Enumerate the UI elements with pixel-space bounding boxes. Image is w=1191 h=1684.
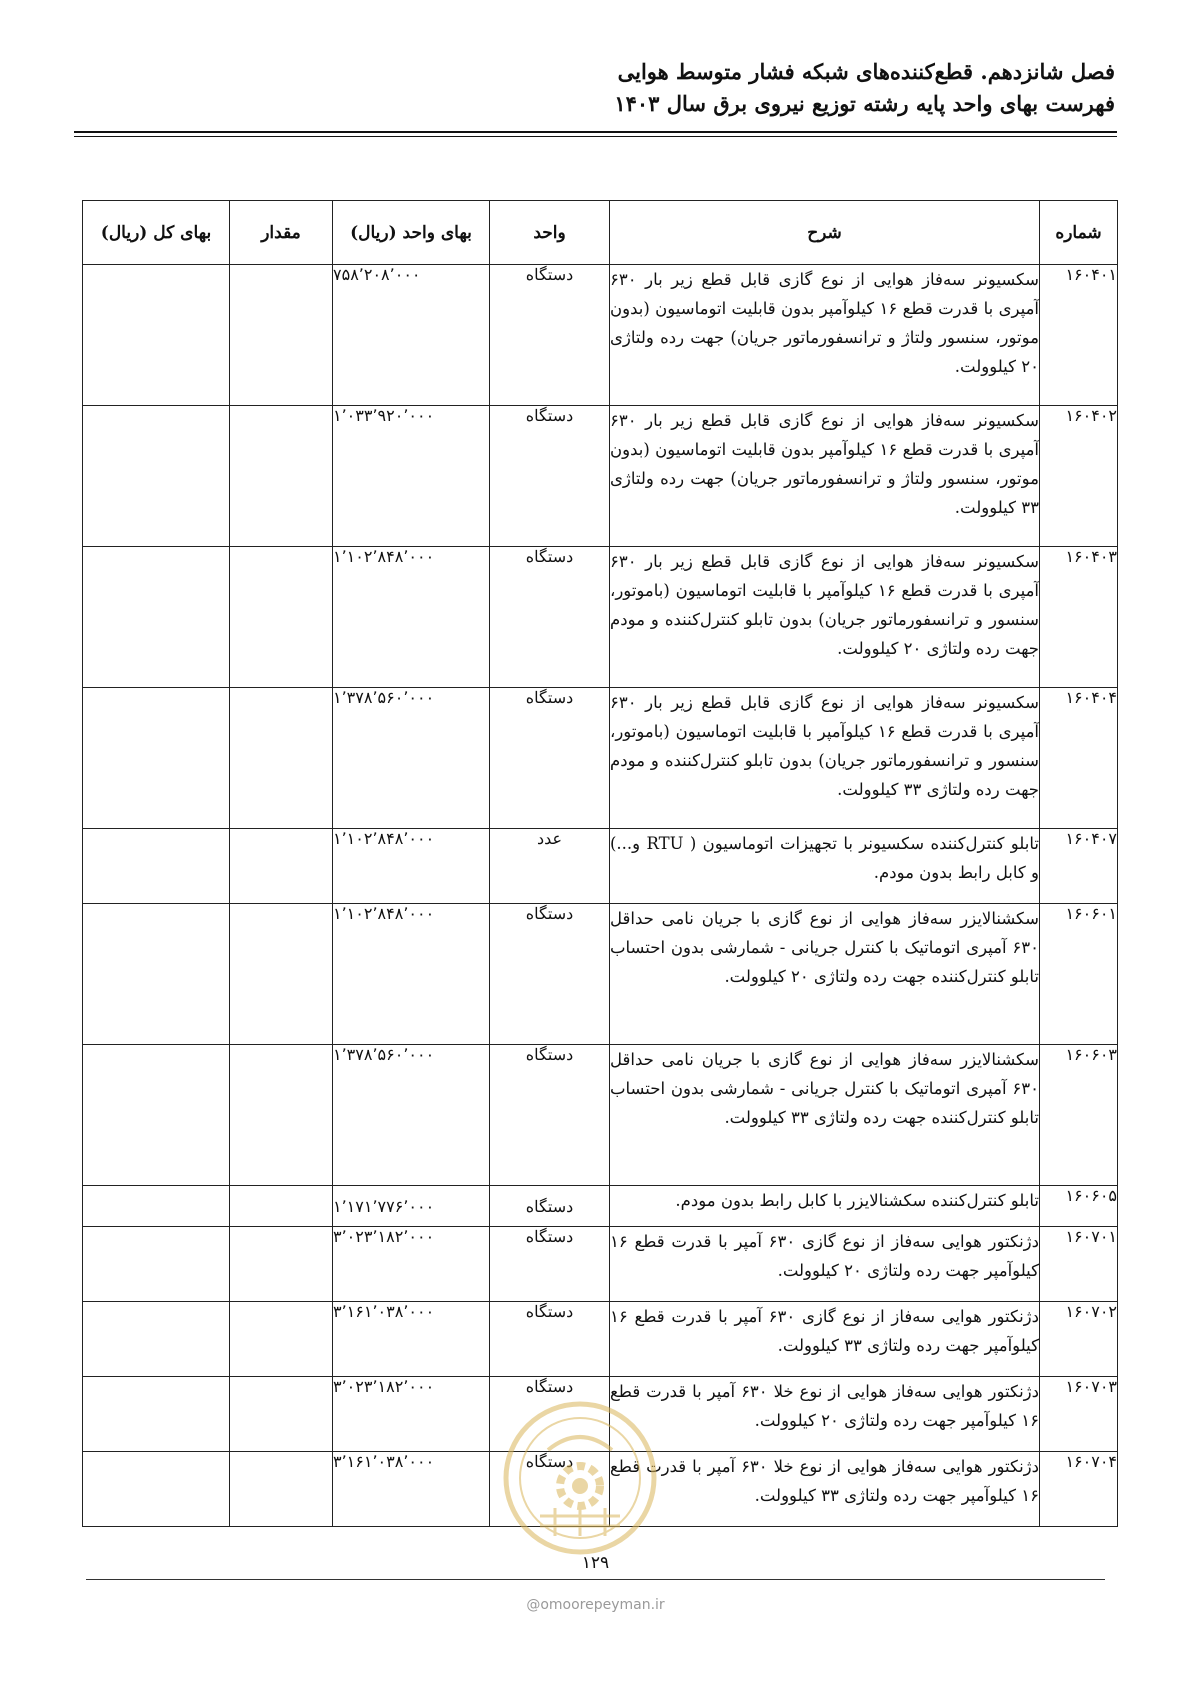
item-number: ۱۶۰۷۰۲ — [1040, 1302, 1118, 1377]
column-header-number: شماره — [1040, 201, 1118, 265]
item-unit-price: ۱٬۳۷۸٬۵۶۰٬۰۰۰ — [333, 1045, 490, 1186]
seal-stamp-icon — [500, 1398, 660, 1558]
item-unit: دستگاه — [490, 1377, 610, 1452]
item-total-cell — [83, 265, 230, 406]
item-description: سکسیونر سه‌فاز هوایی از نوع گازی قابل قطع زیر بار ۶۳۰ آمپری با قدرت قطع ۱۶ کیلوآمپر با قابلیت اتوماسیون (باموتور، سنسور و ترانسفورماتور جریان) بدون تابلو کنترل‌کننده و مودم جهت رده ولتاژی ۲۰ کیلوولت. — [610, 547, 1040, 688]
item-number: ۱۶۰۶۰۳ — [1040, 1045, 1118, 1186]
footer-rule — [86, 1579, 1105, 1580]
item-description: دژنکتور هوایی سه‌فاز از نوع گازی ۶۳۰ آمپر با قدرت قطع ۱۶ کیلوآمپر جهت رده ولتاژی ۳۳ کیلوولت. — [610, 1302, 1040, 1377]
item-total-cell — [83, 406, 230, 547]
item-quantity-cell — [230, 1377, 333, 1452]
table-row — [83, 265, 1118, 406]
table-row — [83, 904, 1118, 1045]
item-unit: دستگاه — [490, 406, 610, 547]
item-total-cell — [83, 904, 230, 1045]
item-unit: دستگاه — [490, 1186, 610, 1227]
price-table — [82, 200, 1118, 1527]
item-unit-price: ۷۵۸٬۲۰۸٬۰۰۰ — [333, 265, 490, 406]
column-header-total-price: بهای کل (ریال) — [83, 201, 230, 265]
item-unit-price: ۱٬۳۷۸٬۵۶۰٬۰۰۰ — [333, 688, 490, 829]
item-unit: دستگاه — [490, 1227, 610, 1302]
header-rule-thin — [74, 136, 1117, 137]
item-number: ۱۶۰۴۰۴ — [1040, 688, 1118, 829]
item-number: ۱۶۰۶۰۱ — [1040, 904, 1118, 1045]
item-unit-price: ۱٬۱۰۲٬۸۴۸٬۰۰۰ — [333, 829, 490, 904]
item-total-cell — [83, 1186, 230, 1227]
item-quantity-cell — [230, 406, 333, 547]
item-quantity-cell — [230, 688, 333, 829]
item-unit: عدد — [490, 829, 610, 904]
item-unit: دستگاه — [490, 688, 610, 829]
table-row — [83, 829, 1118, 904]
item-unit: دستگاه — [490, 904, 610, 1045]
item-description: دژنکتور هوایی سه‌فاز هوایی از نوع خلا ۶۳۰ آمپر با قدرت قطع ۱۶ کیلوآمپر جهت رده ولتاژی ۳۳ کیلوولت. — [610, 1452, 1040, 1527]
item-description: دژنکتور هوایی سه‌فاز از نوع گازی ۶۳۰ آمپر با قدرت قطع ۱۶ کیلوآمپر جهت رده ولتاژی ۲۰ کیلوولت. — [610, 1227, 1040, 1302]
item-number: ۱۶۰۴۰۱ — [1040, 265, 1118, 406]
item-number: ۱۶۰۴۰۷ — [1040, 829, 1118, 904]
website-watermark: @omoorepeyman.ir — [526, 1597, 665, 1613]
item-unit-price: ۳٬۰۲۳٬۱۸۲٬۰۰۰ — [333, 1227, 490, 1302]
item-description: تابلو کنترل‌کننده سکشنالایزر با کابل رابط بدون مودم. — [610, 1186, 1040, 1227]
item-total-cell — [83, 1045, 230, 1186]
table-row — [83, 688, 1118, 829]
item-quantity-cell — [230, 1452, 333, 1527]
item-total-cell — [83, 547, 230, 688]
item-unit-price: ۱٬۰۳۳٬۹۲۰٬۰۰۰ — [333, 406, 490, 547]
item-total-cell — [83, 1302, 230, 1377]
item-unit-price: ۱٬۱۰۲٬۸۴۸٬۰۰۰ — [333, 904, 490, 1045]
column-header-quantity: مقدار — [230, 201, 333, 265]
table-row — [83, 406, 1118, 547]
table-header-row — [83, 201, 1118, 265]
item-total-cell — [83, 1227, 230, 1302]
item-quantity-cell — [230, 1227, 333, 1302]
item-unit: دستگاه — [490, 265, 610, 406]
item-quantity-cell — [230, 265, 333, 406]
item-total-cell — [83, 829, 230, 904]
item-quantity-cell — [230, 904, 333, 1045]
item-description: سکسیونر سه‌فاز هوایی از نوع گازی قابل قطع زیر بار ۶۳۰ آمپری با قدرت قطع ۱۶ کیلوآمپر با قابلیت اتوماسیون (باموتور، سنسور و ترانسفورماتور جریان) بدون تابلو کنترل‌کننده و مودم جهت رده ولتاژی ۳۳ کیلوولت. — [610, 688, 1040, 829]
item-number: ۱۶۰۷۰۴ — [1040, 1452, 1118, 1527]
item-unit-price: ۱٬۱۰۲٬۸۴۸٬۰۰۰ — [333, 547, 490, 688]
item-description: سکشنالایزر سه‌فاز هوایی از نوع گازی با جریان نامی حداقل ۶۳۰ آمپری اتوماتیک با کنترل جریانی - شمارشی بدون احتساب تابلو کنترل‌کننده جهت رده ولتاژی ۲۰ کیلوولت. — [610, 904, 1040, 1045]
item-unit-price: ۳٬۱۶۱٬۰۳۸٬۰۰۰ — [333, 1302, 490, 1377]
item-quantity-cell — [230, 1302, 333, 1377]
list-title: فهرست بهای واحد پایه رشته توزیع نیروی برق سال ۱۴۰۳ — [614, 91, 1115, 116]
column-header-description: شرح — [610, 201, 1040, 265]
item-number: ۱۶۰۴۰۲ — [1040, 406, 1118, 547]
table-row — [83, 1045, 1118, 1186]
item-total-cell — [83, 1377, 230, 1452]
item-quantity-cell — [230, 1045, 333, 1186]
item-quantity-cell — [230, 547, 333, 688]
item-description: سکسیونر سه‌فاز هوایی از نوع گازی قابل قطع زیر بار ۶۳۰ آمپری با قدرت قطع ۱۶ کیلوآمپر بدون قابلیت اتوماسیون (بدون موتور، سنسور ولتاژ و ترانسفورماتور جریان) جهت رده ولتاژی ۳۳ کیلوولت. — [610, 406, 1040, 547]
item-unit-price: ۳٬۱۶۱٬۰۳۸٬۰۰۰ — [333, 1452, 490, 1527]
header-rule-thick — [74, 131, 1117, 133]
item-description: تابلو کنترل‌کننده سکسیونر با تجهیزات اتوماسیون ( RTU و...) و کابل رابط بدون مودم. — [610, 829, 1040, 904]
item-quantity-cell — [230, 1186, 333, 1227]
item-unit-price: ۱٬۱۷۱٬۷۷۶٬۰۰۰ — [333, 1186, 490, 1227]
item-unit: دستگاه — [490, 1452, 610, 1527]
column-header-unit: واحد — [490, 201, 610, 265]
item-quantity-cell — [230, 829, 333, 904]
item-total-cell — [83, 688, 230, 829]
table-row — [83, 1227, 1118, 1302]
item-number: ۱۶۰۷۰۳ — [1040, 1377, 1118, 1452]
page-number: ۱۲۹ — [581, 1553, 610, 1573]
item-total-cell — [83, 1452, 230, 1527]
item-description: دژنکتور هوایی سه‌فاز هوایی از نوع خلا ۶۳۰ آمپر با قدرت قطع ۱۶ کیلوآمپر جهت رده ولتاژی ۲۰ کیلوولت. — [610, 1377, 1040, 1452]
chapter-title: فصل شانزدهم. قطع‌کننده‌های شبکه فشار متوسط هوایی — [617, 59, 1115, 84]
item-unit: دستگاه — [490, 547, 610, 688]
item-unit: دستگاه — [490, 1302, 610, 1377]
item-unit: دستگاه — [490, 1045, 610, 1186]
item-unit-price: ۳٬۰۲۳٬۱۸۲٬۰۰۰ — [333, 1377, 490, 1452]
item-description: سکسیونر سه‌فاز هوایی از نوع گازی قابل قطع زیر بار ۶۳۰ آمپری با قدرت قطع ۱۶ کیلوآمپر بدون قابلیت اتوماسیون (بدون موتور، سنسور ولتاژ و ترانسفورماتور جریان) جهت رده ولتاژی ۲۰ کیلوولت. — [610, 265, 1040, 406]
item-number: ۱۶۰۶۰۵ — [1040, 1186, 1118, 1227]
item-number: ۱۶۰۴۰۳ — [1040, 547, 1118, 688]
page-header — [75, 56, 1115, 120]
item-number: ۱۶۰۷۰۱ — [1040, 1227, 1118, 1302]
column-header-unit-price: بهای واحد (ریال) — [333, 201, 490, 265]
table-row — [83, 1302, 1118, 1377]
table-row — [83, 547, 1118, 688]
item-description: سکشنالایزر سه‌فاز هوایی از نوع گازی با جریان نامی حداقل ۶۳۰ آمپری اتوماتیک با کنترل جریانی - شمارشی بدون احتساب تابلو کنترل‌کننده جهت رده ولتاژی ۳۳ کیلوولت. — [610, 1045, 1040, 1186]
table-row — [83, 1186, 1118, 1227]
